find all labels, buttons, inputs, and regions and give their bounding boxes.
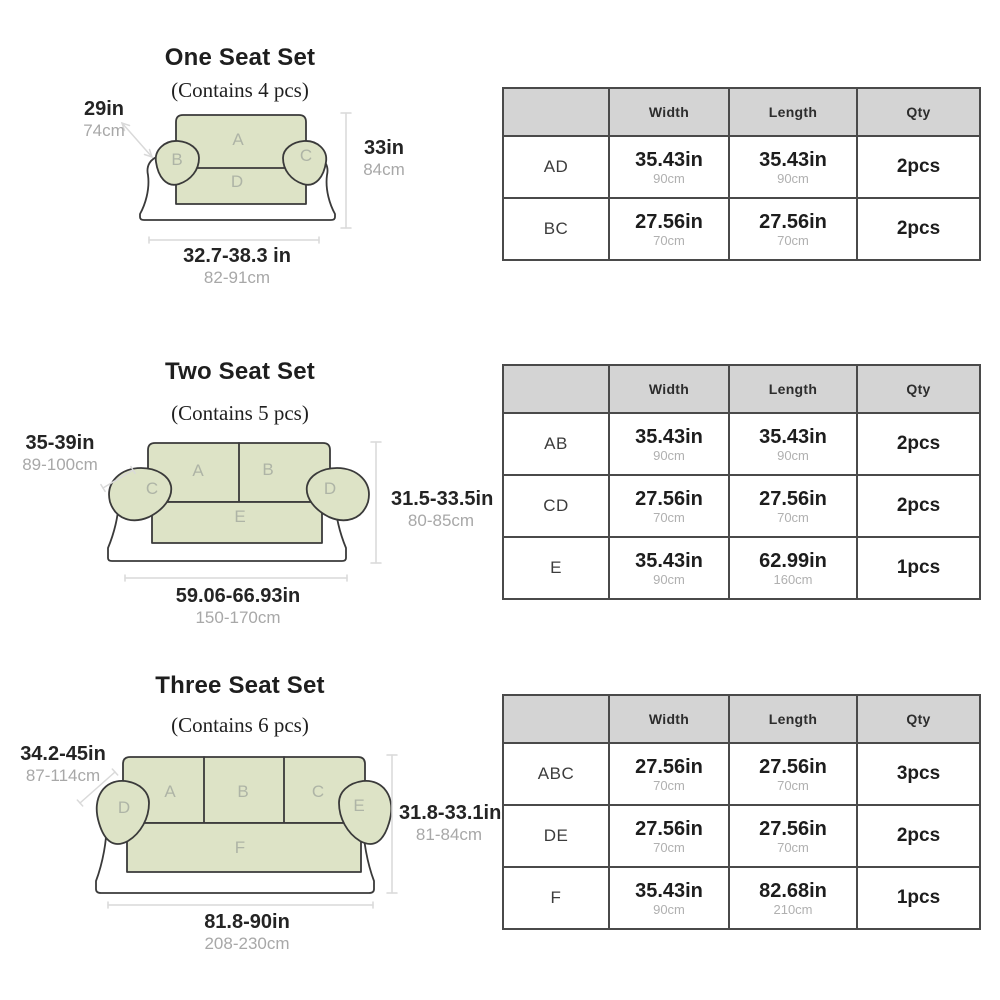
qty-cell: 1pcs: [857, 867, 980, 929]
length-value-in: 35.43in: [759, 425, 827, 448]
length-value-in: 82.68in: [759, 879, 827, 902]
table-header-row: [503, 695, 980, 743]
width-value-cm: 70cm: [653, 509, 685, 525]
width-cell: [609, 867, 729, 929]
part-label: E: [503, 537, 609, 599]
width-centimeters: 82-91cm: [203, 268, 271, 287]
header-width: Width: [609, 695, 729, 743]
depth-dim-tick-low: [101, 485, 105, 492]
qty-cell: 2pcs: [857, 198, 980, 260]
header-length: Length: [729, 695, 857, 743]
width-value-in: 35.43in: [635, 879, 703, 902]
section-subtitle: (Contains 4 pcs): [171, 78, 309, 102]
table-row: [503, 136, 980, 198]
height-centimeters: 81-84cm: [415, 825, 483, 844]
width-cell: [609, 198, 729, 260]
table-row: [503, 805, 980, 867]
width-value-in: 27.56in: [635, 755, 703, 778]
header-qty: Qty: [857, 365, 980, 413]
cushion-letter-e: E: [234, 507, 246, 526]
width-cell: [609, 413, 729, 475]
width-dimension-label: [117, 245, 357, 288]
table-header-row: [503, 365, 980, 413]
cushion-letter-b: B: [171, 150, 183, 169]
length-value-cm: 90cm: [777, 170, 809, 186]
height-centimeters: 80-85cm: [407, 511, 475, 530]
depth-centimeters: 89-100cm: [22, 455, 98, 474]
length-value-in: 35.43in: [759, 148, 827, 171]
three-seat-size-table: [502, 694, 981, 930]
table-row: [503, 537, 980, 599]
cushion-letter-d: D: [323, 479, 337, 498]
section-title: Three Seat Set: [155, 672, 325, 699]
part-label: AB: [503, 413, 609, 475]
height-centimeters: 84cm: [363, 160, 405, 179]
width-value-in: 35.43in: [635, 425, 703, 448]
table-row: [503, 413, 980, 475]
table-header-row: [503, 88, 980, 136]
three-seat-sofa-diagram: [75, 745, 405, 915]
part-label: DE: [503, 805, 609, 867]
cushion-letter-a: A: [164, 782, 176, 801]
width-value-cm: 90cm: [653, 901, 685, 917]
header-part: [503, 695, 609, 743]
length-cell: [729, 805, 857, 867]
length-value-in: 27.56in: [759, 817, 827, 840]
width-value-cm: 90cm: [653, 170, 685, 186]
qty-cell: 2pcs: [857, 136, 980, 198]
table-row: [503, 475, 980, 537]
part-label: F: [503, 867, 609, 929]
section-title: Two Seat Set: [165, 358, 315, 385]
three-seat-section: [0, 660, 1000, 1000]
width-value-in: 35.43in: [635, 549, 703, 572]
width-inches: 32.7-38.3 in: [183, 245, 291, 267]
length-value-in: 27.56in: [759, 210, 827, 233]
width-inches: 59.06-66.93in: [175, 585, 301, 607]
length-value-cm: 70cm: [777, 509, 809, 525]
two-seat-section: [0, 330, 1000, 650]
table-row: [503, 867, 980, 929]
cushion-letter-c: C: [145, 479, 159, 498]
length-value-cm: 160cm: [773, 571, 813, 587]
section-subtitle: (Contains 6 pcs): [171, 713, 309, 737]
cushion-letter-d: D: [117, 798, 131, 817]
width-value-cm: 70cm: [653, 232, 685, 248]
width-value-in: 27.56in: [635, 487, 703, 510]
height-dimension-label: [391, 488, 494, 531]
one-seat-size-table: [502, 87, 981, 261]
width-value-in: 35.43in: [635, 148, 703, 171]
width-value-cm: 70cm: [653, 777, 685, 793]
height-inches: 31.8-33.1in: [399, 802, 502, 824]
depth-dimension-label: [58, 98, 150, 141]
length-value-cm: 210cm: [773, 901, 813, 917]
width-inches: 81.8-90in: [204, 911, 290, 933]
height-dimension-label: [399, 802, 502, 845]
width-cell: [609, 136, 729, 198]
cushion-letter-b: B: [237, 782, 249, 801]
section-subtitle: (Contains 5 pcs): [171, 401, 309, 425]
qty-cell: 3pcs: [857, 743, 980, 805]
width-value-cm: 90cm: [653, 447, 685, 463]
width-dimension-label: [118, 585, 358, 628]
part-label: BC: [503, 198, 609, 260]
cushion-letter-d: D: [230, 172, 244, 191]
length-value-in: 27.56in: [759, 487, 827, 510]
width-cell: [609, 537, 729, 599]
depth-centimeters: 87-114cm: [25, 766, 101, 785]
table-row: [503, 743, 980, 805]
depth-dimension-label: [13, 743, 113, 786]
width-value-in: 27.56in: [635, 210, 703, 233]
section-title: One Seat Set: [164, 44, 316, 71]
depth-inches: 35-39in: [25, 432, 95, 454]
qty-cell: 1pcs: [857, 537, 980, 599]
depth-inches: 34.2-45in: [20, 743, 106, 765]
cushion-letter-c: C: [311, 782, 325, 801]
length-value-cm: 70cm: [777, 777, 809, 793]
qty-cell: 2pcs: [857, 475, 980, 537]
length-value-in: 27.56in: [759, 755, 827, 778]
length-cell: [729, 413, 857, 475]
table-row: [503, 198, 980, 260]
length-cell: [729, 198, 857, 260]
width-centimeters: 150-170cm: [195, 608, 281, 627]
length-cell: [729, 136, 857, 198]
width-cell: [609, 805, 729, 867]
width-value-cm: 90cm: [653, 571, 685, 587]
cushion-letter-f: F: [234, 838, 246, 857]
depth-inches: 29in: [83, 98, 125, 120]
length-cell: [729, 537, 857, 599]
header-qty: Qty: [857, 695, 980, 743]
part-label: ABC: [503, 743, 609, 805]
qty-cell: 2pcs: [857, 805, 980, 867]
depth-dimension-label: [14, 432, 106, 475]
two-seat-size-table: [502, 364, 981, 600]
height-dimension-label: [338, 137, 430, 180]
cushion-letter-e: E: [353, 796, 365, 815]
cushion-letter-a: A: [232, 130, 244, 149]
width-value-in: 27.56in: [635, 817, 703, 840]
part-label: CD: [503, 475, 609, 537]
cushion-letter-a: A: [192, 461, 204, 480]
length-value-cm: 90cm: [777, 447, 809, 463]
cushion-letter-b: B: [262, 460, 274, 479]
length-cell: [729, 867, 857, 929]
part-label: AD: [503, 136, 609, 198]
header-length: Length: [729, 88, 857, 136]
height-inches: 33in: [363, 137, 405, 159]
length-cell: [729, 475, 857, 537]
header-part: [503, 88, 609, 136]
header-part: [503, 365, 609, 413]
header-qty: Qty: [857, 88, 980, 136]
length-value-in: 62.99in: [759, 549, 827, 572]
cushion-letter-c: C: [299, 146, 313, 165]
width-cell: [609, 743, 729, 805]
header-width: Width: [609, 365, 729, 413]
length-value-cm: 70cm: [777, 232, 809, 248]
height-inches: 31.5-33.5in: [391, 488, 494, 510]
length-cell: [729, 743, 857, 805]
header-width: Width: [609, 88, 729, 136]
length-value-cm: 70cm: [777, 839, 809, 855]
width-centimeters: 208-230cm: [204, 934, 290, 953]
qty-cell: 2pcs: [857, 413, 980, 475]
width-dimension-label: [127, 911, 367, 954]
depth-centimeters: 74cm: [83, 121, 125, 140]
one-seat-section: [0, 0, 1000, 330]
width-cell: [609, 475, 729, 537]
header-length: Length: [729, 365, 857, 413]
width-value-cm: 70cm: [653, 839, 685, 855]
